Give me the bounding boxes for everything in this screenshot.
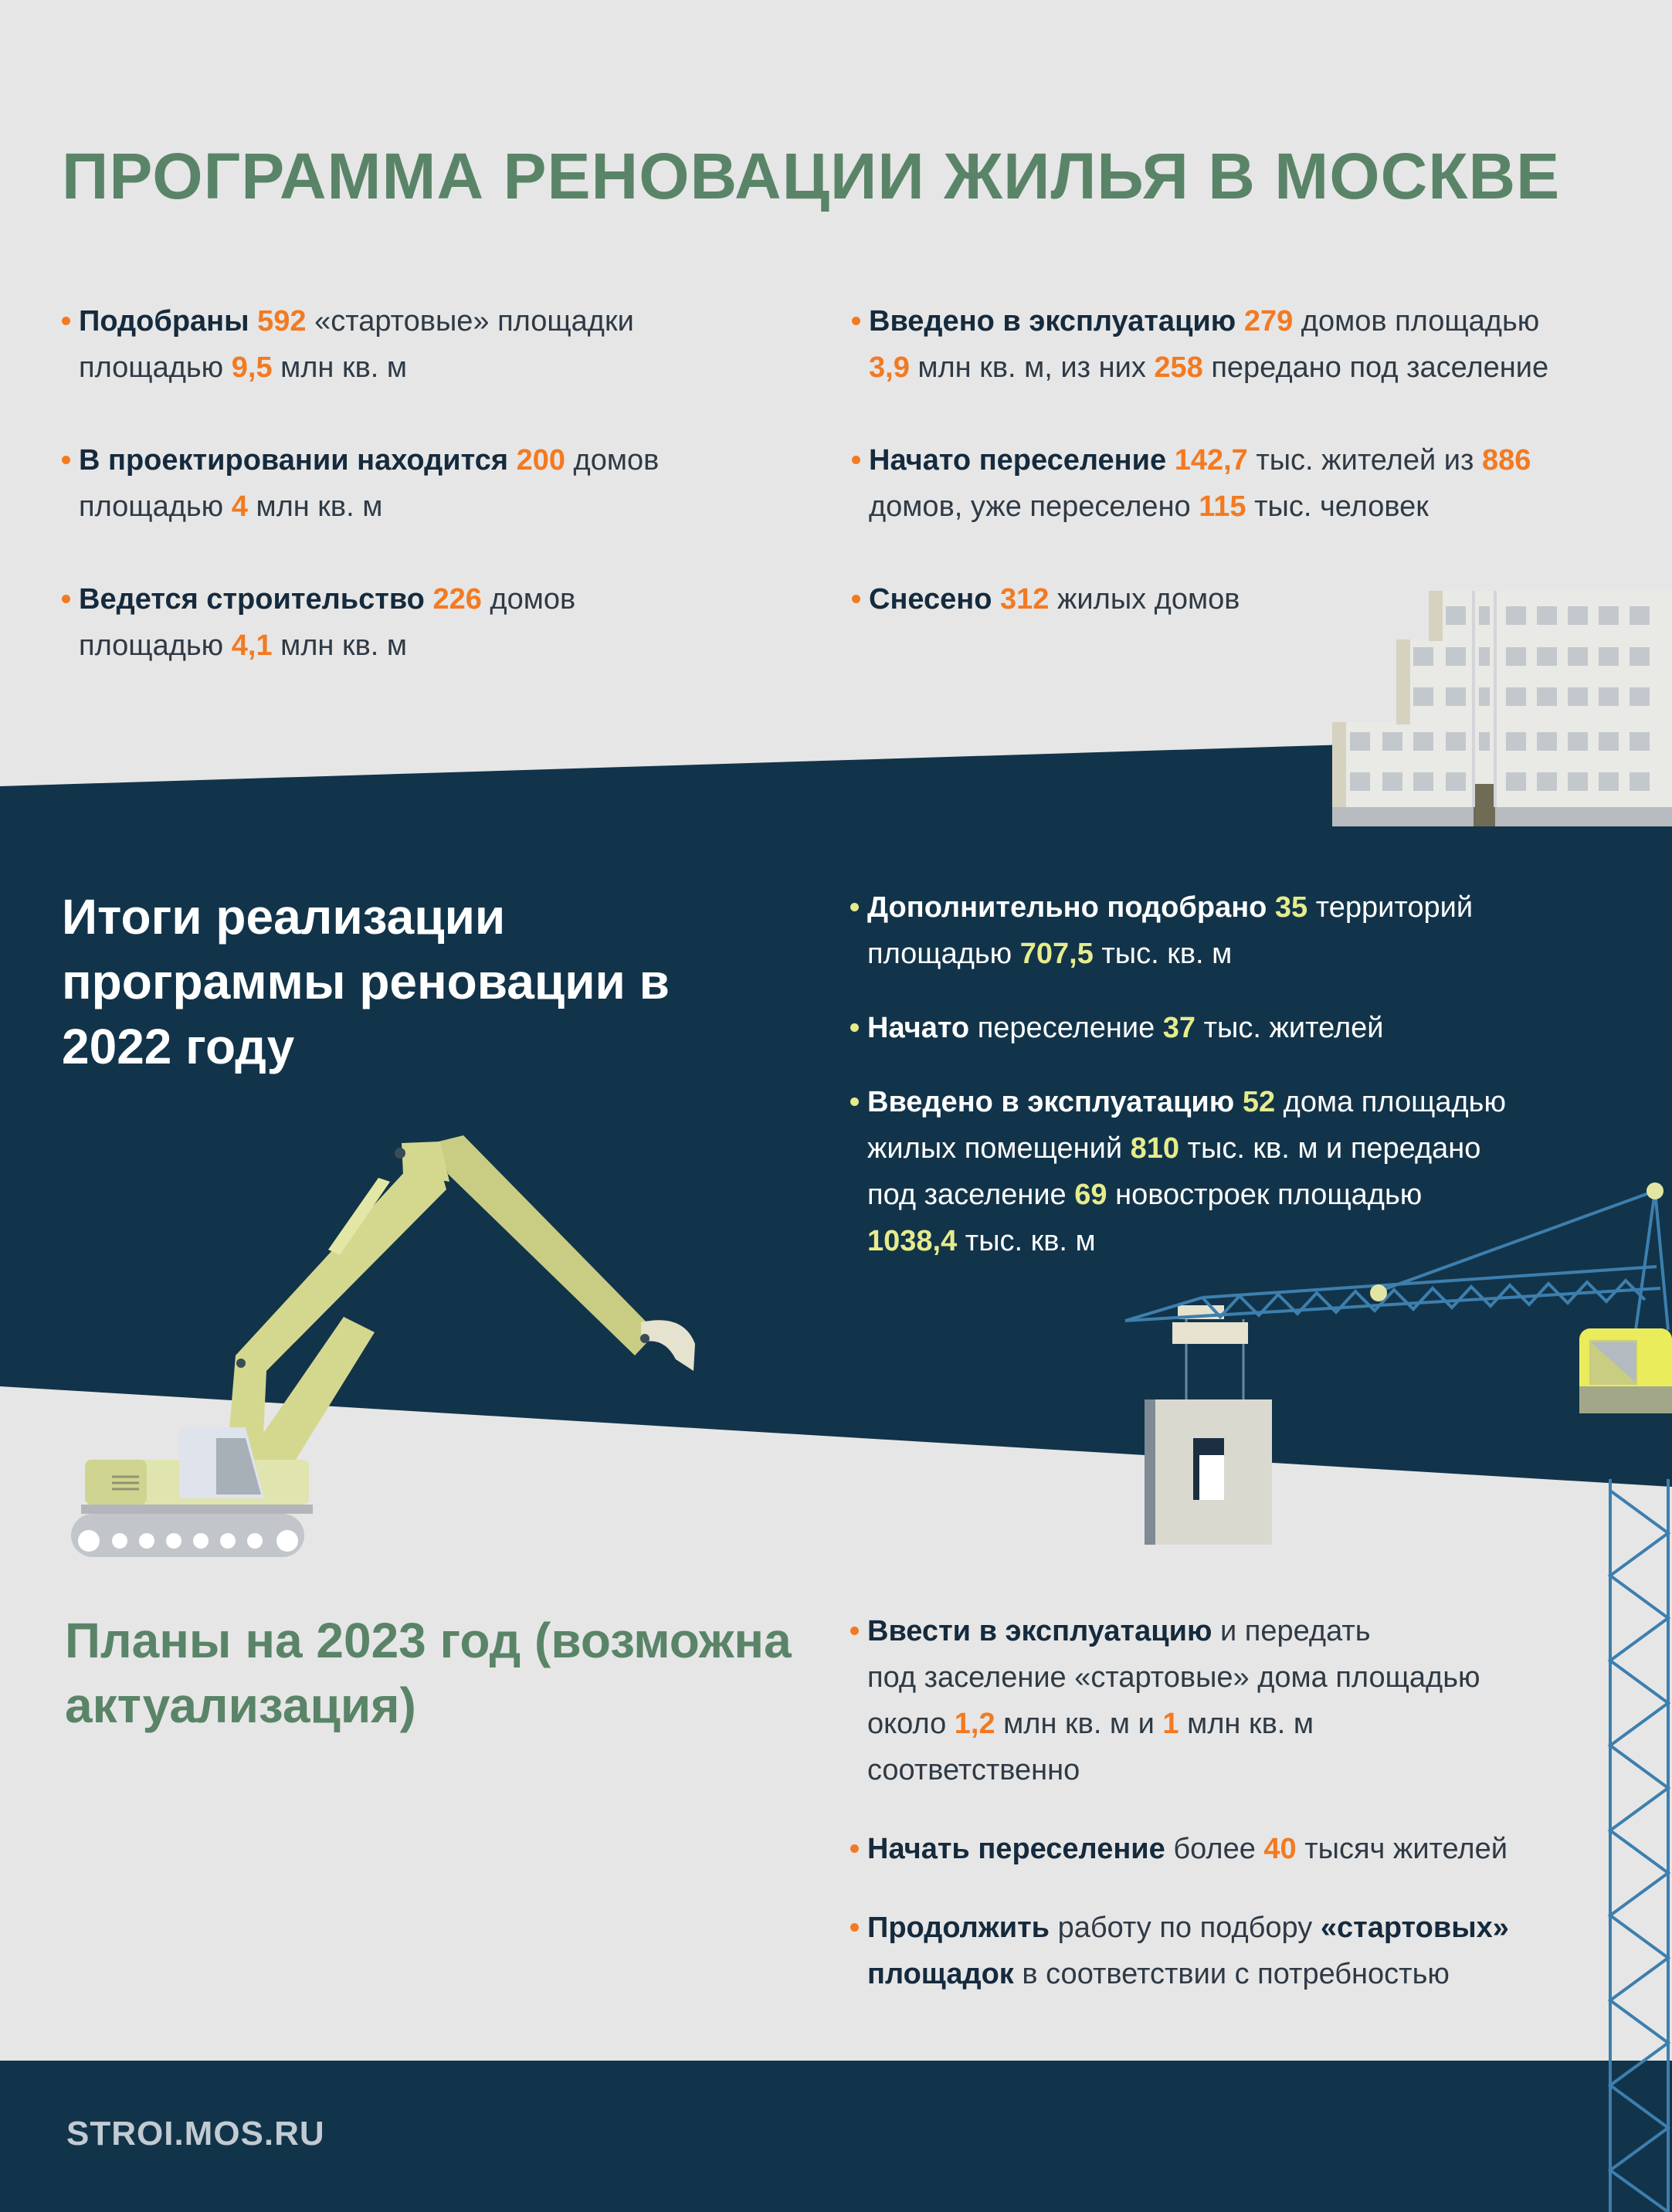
text: домов, уже переселено (869, 490, 1199, 523)
bold-text: Снесено (869, 583, 1001, 616)
list-item (62, 437, 757, 530)
bold-text: «стартовых» (1320, 1912, 1509, 1944)
text: под заселение (867, 1179, 1075, 1211)
text: под заселение «стартовые» дома площадью (867, 1661, 1480, 1694)
text: «стартовые» площадки (306, 305, 634, 338)
list-item (62, 576, 757, 669)
highlight-number: 52 (1242, 1086, 1276, 1118)
list-item (852, 298, 1670, 391)
text: жилых помещений (867, 1132, 1131, 1165)
list-item (852, 437, 1670, 530)
bold-text: Введено в эксплуатацию (867, 1086, 1243, 1118)
text: площадью (79, 490, 232, 523)
text: более (1165, 1833, 1264, 1865)
highlight-number: 279 (1243, 305, 1294, 338)
bold-text: Дополнительно подобрано (867, 891, 1275, 924)
text: млн кв. м (247, 490, 383, 523)
list-item (62, 298, 757, 391)
text: работу по подбору (1050, 1912, 1321, 1944)
highlight-number: 69 (1074, 1179, 1107, 1211)
highlight-number: 40 (1263, 1833, 1297, 1865)
list-item (852, 576, 1670, 623)
highlight-number: 37 (1162, 1012, 1196, 1044)
highlight-number: 200 (516, 444, 565, 477)
text: площадью (79, 351, 232, 384)
text: жилых домов (1049, 583, 1240, 616)
text: дома площадью (1275, 1086, 1506, 1118)
text: тысяч жителей (1296, 1833, 1508, 1865)
highlight-number: 3,9 (869, 351, 910, 384)
highlight-number: 1,2 (954, 1708, 995, 1740)
text: около (867, 1708, 955, 1740)
text: тыс. кв. м (1093, 938, 1233, 970)
plans-2023-heading: Планы на 2023 год (возможна актуализация) (65, 1613, 792, 1733)
text: переселение (969, 1012, 1163, 1044)
text: тыс. кв. м (957, 1225, 1096, 1257)
list-item (850, 1905, 1584, 1997)
footer-url: STROI.MOS.RU (66, 2115, 325, 2153)
highlight-number: 707,5 (1019, 938, 1094, 970)
results-2022-heading: Итоги реализации программы реновации в 2022 году (62, 889, 670, 1074)
highlight-number: 886 (1481, 444, 1531, 477)
bold-text: В проектировании находится (79, 444, 517, 477)
highlight-number: 258 (1154, 351, 1203, 384)
text: территорий (1307, 891, 1474, 924)
text: и передать (1212, 1615, 1371, 1647)
text: площадью (79, 629, 232, 662)
bold-text: Начать переселение (867, 1833, 1165, 1865)
text: млн кв. м (272, 351, 408, 384)
text: площадью (867, 938, 1020, 970)
highlight-number: 1038,4 (867, 1225, 958, 1257)
results-2022-list (850, 884, 1623, 1292)
bold-text: Ввести в эксплуатацию (867, 1615, 1212, 1647)
highlight-number: 810 (1130, 1132, 1180, 1165)
highlight-number: 4 (231, 490, 248, 523)
text: домов (481, 583, 576, 616)
text: млн кв. м, из них (909, 351, 1155, 384)
text: домов площадью (1293, 305, 1540, 338)
bold-text: Начато переселение (869, 444, 1175, 477)
list-item (850, 1079, 1623, 1264)
text: млн кв. м (1179, 1708, 1314, 1740)
bold-text: Продолжить (867, 1912, 1050, 1944)
highlight-number: 226 (432, 583, 482, 616)
list-item (850, 1608, 1584, 1793)
highlight-number: 35 (1274, 891, 1308, 924)
overview-right-list (852, 298, 1670, 669)
text: тыс. жителей (1195, 1012, 1384, 1044)
text: соответственно (867, 1754, 1080, 1786)
overview-left-list (62, 298, 757, 715)
highlight-number: 142,7 (1174, 444, 1248, 477)
text: млн кв. м и (995, 1708, 1163, 1740)
text: передано под заселение (1202, 351, 1549, 384)
highlight-number: 9,5 (231, 351, 273, 384)
text: домов (565, 444, 660, 477)
text: тыс. человек (1246, 490, 1429, 523)
text: в соответствии с потребностью (1013, 1958, 1450, 1990)
highlight-number: 592 (257, 305, 307, 338)
list-item (850, 884, 1623, 977)
text: тыс. жителей из (1247, 444, 1482, 477)
list-item (850, 1005, 1623, 1051)
text: новостроек площадью (1107, 1179, 1423, 1211)
highlight-number: 1 (1162, 1708, 1179, 1740)
bold-text: Подобраны (79, 305, 258, 338)
highlight-number: 312 (1000, 583, 1050, 616)
text: млн кв. м (272, 629, 408, 662)
bold-text: Ведется строительство (79, 583, 433, 616)
list-item (850, 1826, 1584, 1872)
highlight-number: 4,1 (231, 629, 273, 662)
plans-2023-list (850, 1608, 1584, 2030)
bold-text: Начато (867, 1012, 970, 1044)
highlight-number: 115 (1199, 490, 1246, 523)
text: тыс. кв. м и передано (1179, 1132, 1481, 1165)
page-title: ПРОГРАММА РЕНОВАЦИИ ЖИЛЬЯ В МОСКВЕ (62, 140, 1561, 212)
bold-text: площадок (867, 1958, 1014, 1990)
bold-text: Введено в эксплуатацию (869, 305, 1244, 338)
